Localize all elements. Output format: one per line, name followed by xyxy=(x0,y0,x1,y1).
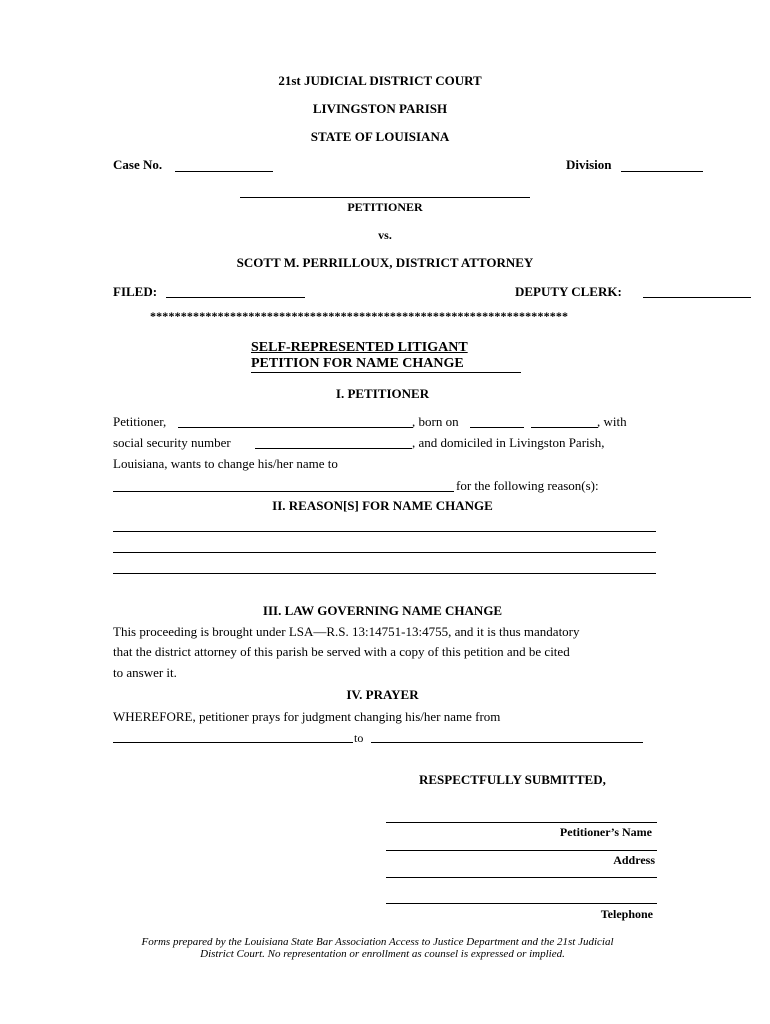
wants-change-text: Louisiana, wants to change his/her name to xyxy=(113,456,338,471)
reason-line-2[interactable] xyxy=(113,552,656,553)
new-name-input[interactable] xyxy=(113,491,454,492)
prayer-text: WHEREFORE, petitioner prays for judgment changing his/her name from xyxy=(113,709,501,724)
section-1-heading: I. PETITIONER xyxy=(335,386,430,401)
division-label: Division xyxy=(566,157,612,172)
title-line-2: PETITION FOR NAME CHANGE xyxy=(251,356,464,371)
law-line-1: This proceeding is brought under LSA—R.S. 13:14751-13:4755, and it is thus mandatory xyxy=(113,624,580,639)
telephone-label: Telephone xyxy=(600,907,653,921)
petitioner-word: Petitioner, xyxy=(113,414,167,429)
new-name-prayer-input[interactable] xyxy=(371,742,643,743)
section-4-heading: IV. PRAYER xyxy=(346,687,419,702)
title-underline xyxy=(251,372,521,373)
footer-line-1: Forms prepared by the Louisiana State Bar Association Access to Justice Department and the 21st Judicial xyxy=(141,936,614,948)
case-no-label: Case No. xyxy=(113,157,163,172)
old-name-input[interactable] xyxy=(113,742,353,743)
filed-label: FILED: xyxy=(113,284,158,299)
section-2-heading: II. REASON[S] FOR NAME CHANGE xyxy=(272,498,493,513)
respondent-name: SCOTT M. PERRILLOUX, DISTRICT ATTORNEY xyxy=(236,255,534,270)
petitioner-name-field[interactable] xyxy=(240,197,530,198)
court-name: 21st JUDICIAL DISTRICT COURT xyxy=(278,73,482,88)
to-text: to xyxy=(354,731,364,745)
reason-line-1[interactable] xyxy=(113,531,656,532)
birth-date-year-input[interactable] xyxy=(531,427,598,428)
address-line-2[interactable] xyxy=(386,877,657,878)
state-name: STATE OF LOUISIANA xyxy=(310,129,450,144)
petitioners-name-label: Petitioner’s Name xyxy=(559,825,652,839)
deputy-clerk-field[interactable] xyxy=(643,297,751,298)
domiciled-text: , and domiciled in Livingston Parish, xyxy=(412,435,605,450)
petitioner-signature-line[interactable] xyxy=(386,822,657,823)
separator-stars: ******************************************************************** xyxy=(150,309,569,323)
birth-date-month-input[interactable] xyxy=(470,427,524,428)
reason-line-3[interactable] xyxy=(113,573,656,574)
address-label: Address xyxy=(613,853,655,867)
ssn-input[interactable] xyxy=(255,448,412,449)
address-line[interactable] xyxy=(386,850,657,851)
petitioner-name-input[interactable] xyxy=(178,427,413,428)
law-line-2: that the district attorney of this parish be served with a copy of this petition and be cited xyxy=(113,644,570,659)
parish-name: LIVINGSTON PARISH xyxy=(312,101,448,116)
versus-text: vs. xyxy=(378,228,392,242)
born-on-text: , born on xyxy=(412,414,459,429)
respectfully-submitted: RESPECTFULLY SUBMITTED, xyxy=(419,772,606,787)
section-3-heading: III. LAW GOVERNING NAME CHANGE xyxy=(262,603,503,618)
division-field[interactable] xyxy=(621,171,703,172)
case-no-field[interactable] xyxy=(175,171,273,172)
law-line-3: to answer it. xyxy=(113,665,177,680)
filed-field[interactable] xyxy=(166,297,305,298)
deputy-clerk-label: DEPUTY CLERK: xyxy=(515,284,622,299)
petitioner-caption: PETITIONER xyxy=(347,200,423,214)
with-text: , with xyxy=(597,414,627,429)
reasons-text: for the following reason(s): xyxy=(456,478,599,493)
title-line-1: SELF-REPRESENTED LITIGANT xyxy=(251,340,468,355)
ssn-label: social security number xyxy=(113,435,231,450)
footer-line-2: District Court. No representation or enrollment as counsel is expressed or implied. xyxy=(200,948,565,960)
telephone-line[interactable] xyxy=(386,903,657,904)
